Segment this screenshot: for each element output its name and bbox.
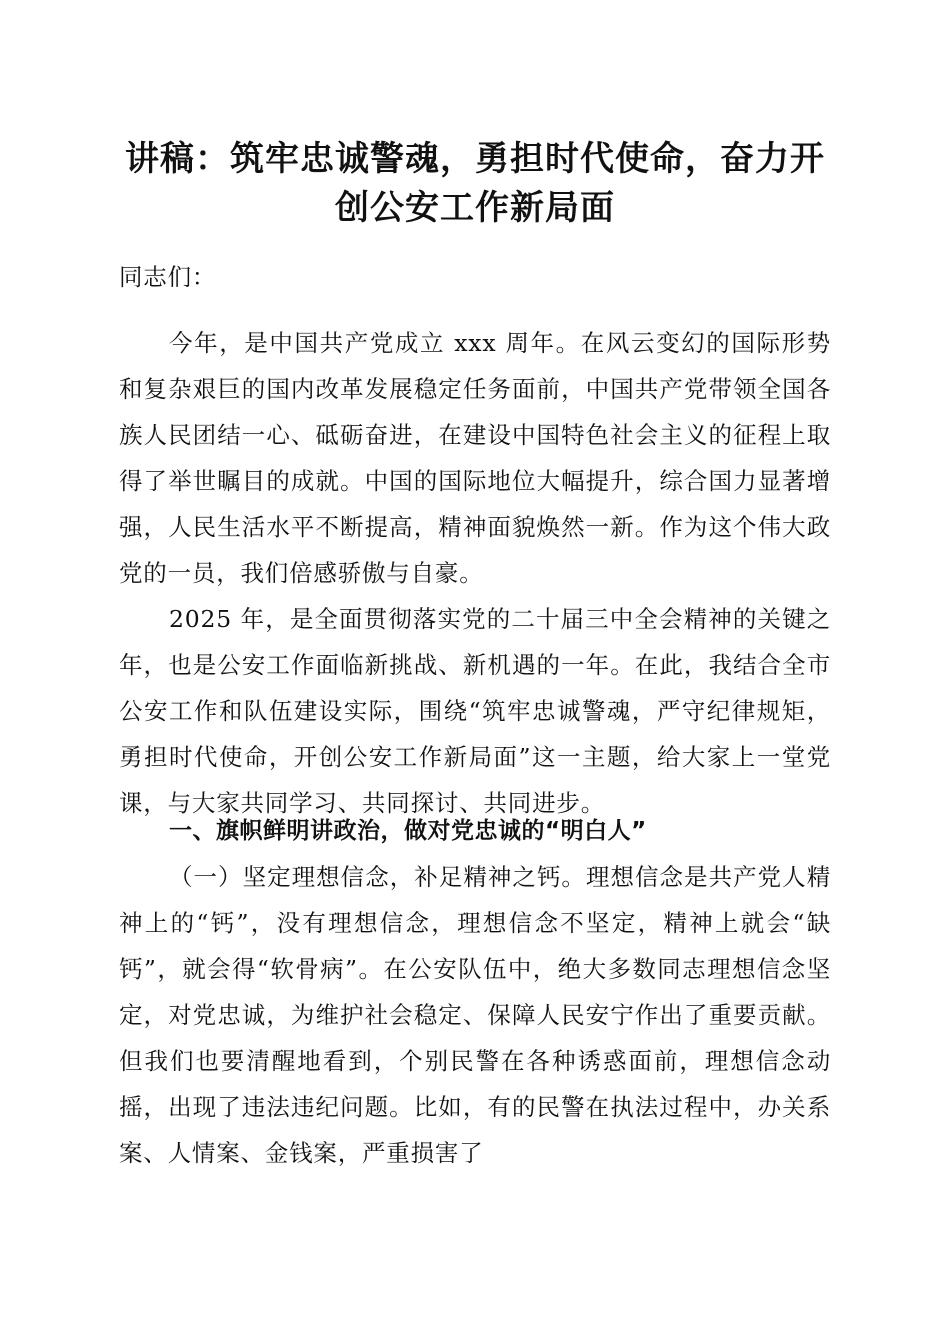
paragraph-2: 2025 年，是全面贯彻落实党的二十届三中全会精神的关键之年，也是公安工作面临新挑战、新机遇的一年。在此，我结合全市公安工作和队伍建设实际，围绕“筑牢忠诚警魂，严守纪律规矩，勇担时代使命，开创公安工作新局面”这一主题，给大家上一堂党课，与大家共同学习、共同探讨、共同进步。 (119, 605, 831, 817)
paragraph-1: 今年，是中国共产党成立 xxx 周年。在风云变幻的国际形势和复杂艰巨的国内改革发展稳定任务面前，中国共产党带领全国各族人民团结一心、砥砺奋进，在建设中国特色社会主义的征程上取得了举世瞩目的成就。中国的国际地位大幅提升，综合国力显著增强，人民生活水平不断提高，精神面貌焕然一新。作为这个伟大政党的一员，我们倍感骄傲与自豪。 (119, 329, 831, 587)
title-line-2: 创公安工作新局面 (335, 188, 615, 228)
document-title (110, 135, 840, 233)
section-heading: 一、旗帜鲜明讲政治，做对党忠诚的“明白人” (169, 818, 647, 844)
title-line-1: 讲稿：筑牢忠诚警魂，勇担时代使命，奋力开 (125, 139, 825, 179)
salutation: 同志们： (119, 263, 217, 291)
subsection-paragraph: （一）坚定理想信念，补足精神之钙。理想信念是共产党人精神上的“钙”，没有理想信念，理想信念不坚定，精神上就会“缺钙”，就会得“软骨病”。在公安队伍中，绝大多数同志理想信念坚定，对党忠诚，为维护社会稳定、保障人民安宁作出了重要贡献。但我们也要清醒地看到，个别民警在各种诱惑面前，理想信念动摇，出现了违法违纪问题。比如，有的民警在执法过程中，办关系案、人情案、金钱案，严重损害了 (119, 863, 831, 1167)
